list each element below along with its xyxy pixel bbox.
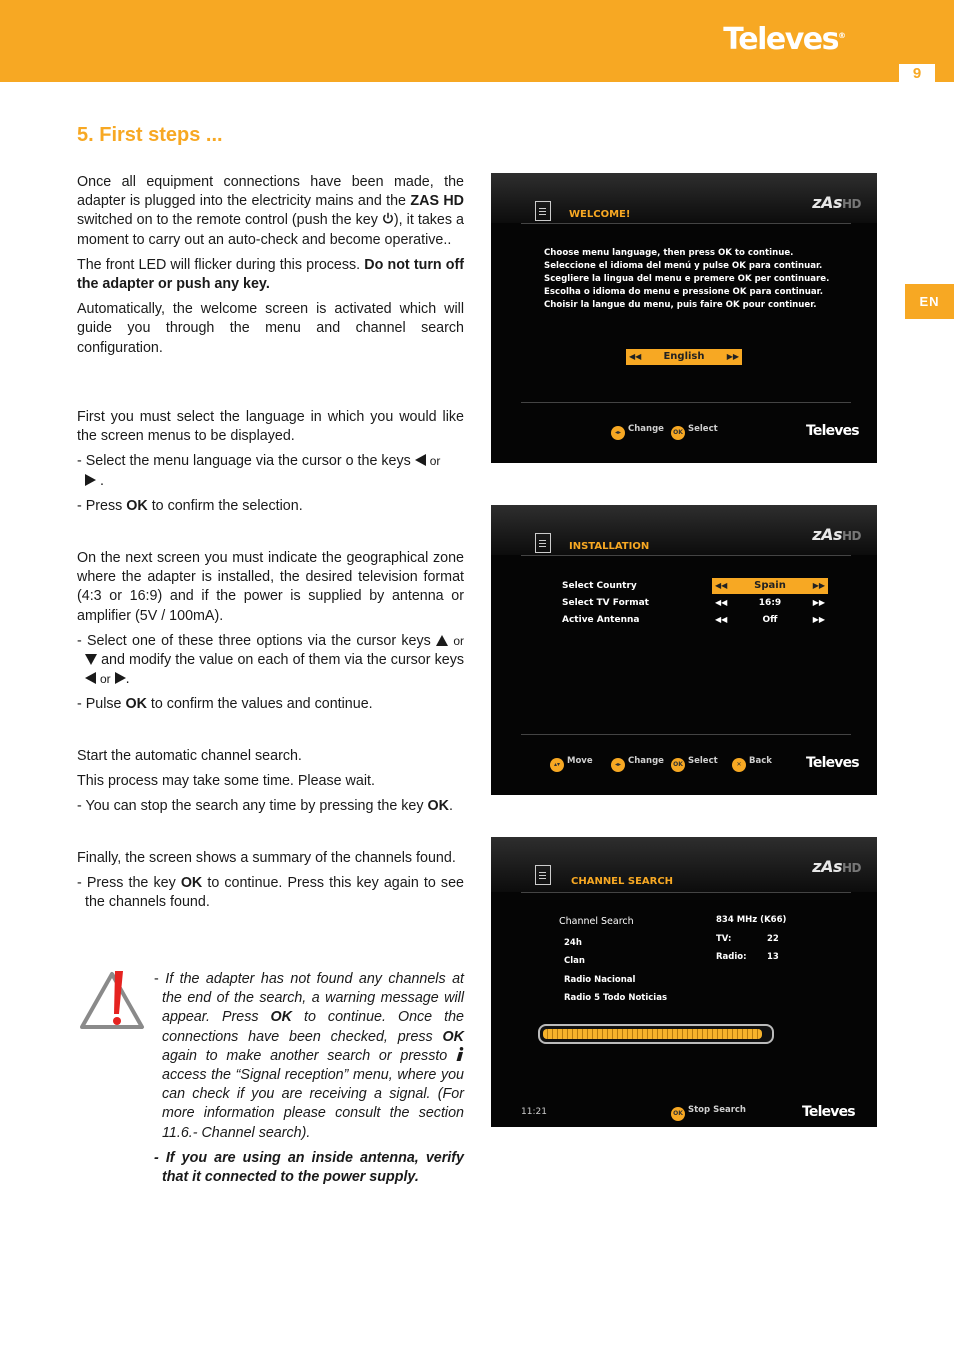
warning-icon <box>79 970 145 1030</box>
instruction-line: Choisir la langue du menu, puis faire OK pour continuer. <box>544 300 817 310</box>
instruction-line: Seleccione el idioma del menú y pulse OK para continuar. <box>544 261 823 271</box>
power-icon <box>382 212 394 225</box>
page-header <box>0 0 954 82</box>
language-value: English <box>663 351 705 362</box>
instruction-line: Scegliere la lingua del menu e premere OK per continuare. <box>544 274 830 284</box>
left-arrow-icon <box>415 454 426 466</box>
installation-step <box>77 549 464 715</box>
zas-hd-logo: zAsHD <box>812 525 861 544</box>
progress-fill <box>543 1029 762 1039</box>
tv-format-label: Select TV Format <box>562 598 649 608</box>
select-hint: OK Select <box>671 756 718 772</box>
forward-icon: ▶▶ <box>726 352 739 361</box>
tv-format-value: 16:9 <box>758 598 782 608</box>
installation-bullet-2: - Pulse OK to confirm the values and continue. <box>77 696 373 713</box>
tv-format-selector[interactable] <box>712 598 828 608</box>
search-bullet-1: - You can stop the search any time by pressing the key OK. <box>77 798 453 815</box>
zas-hd-logo: zAsHD <box>812 193 861 212</box>
change-hint: ◂▸ Change <box>611 424 664 440</box>
installation-bullet-1: - Select one of these three options via the cursor keys or and modify the value on each of them via the cursor keys or . <box>77 632 464 688</box>
language-paragraph: First you must select the language in which you would like the screen menus to be displayed. <box>77 409 464 445</box>
installation-screen <box>491 505 877 795</box>
rewind-icon: ◀◀ <box>715 615 728 624</box>
antenna-selector[interactable] <box>712 615 828 625</box>
search-step <box>77 747 464 817</box>
rewind-icon: ◀◀ <box>715 581 728 590</box>
zas-hd-logo: zAsHD <box>812 857 861 876</box>
rewind-icon: ◀◀ <box>629 352 642 361</box>
ok-button-icon: OK <box>671 758 685 772</box>
right-arrow-icon <box>85 474 96 486</box>
antenna-value: Off <box>762 615 778 625</box>
language-step <box>77 408 464 516</box>
frequency-readout: 834 MHz (K66) <box>716 915 787 925</box>
move-hint: ▴▾ Move <box>550 756 593 772</box>
radio-count: 13 <box>767 952 779 962</box>
warning-note <box>154 970 464 1187</box>
rewind-icon: ◀◀ <box>715 598 728 607</box>
info-icon <box>456 1047 464 1061</box>
section-title: 5. First steps ... <box>77 124 223 146</box>
divider <box>521 892 851 893</box>
summary-bullet-1: - Press the key OK to continue. Press this key again to see the channels found. <box>77 875 464 911</box>
intro-paragraph-3: Automatically, the welcome screen is activated which will guide you through the menu and channel search configuration. <box>77 301 464 356</box>
forward-icon: ▶▶ <box>812 598 825 607</box>
televes-logo: Televes® <box>723 22 846 57</box>
televes-screen-logo: Televes <box>806 423 859 439</box>
intro-text <box>77 173 464 358</box>
page-number: 9 <box>899 64 935 84</box>
forward-icon: ▶▶ <box>812 615 825 624</box>
language-selector[interactable] <box>626 349 742 365</box>
instruction-line: Choose menu language, then press OK to continue. <box>544 248 794 258</box>
divider <box>521 223 851 224</box>
welcome-screen <box>491 173 877 463</box>
welcome-instructions <box>544 247 829 312</box>
summary-step <box>77 849 464 913</box>
screen-heading: WELCOME! <box>569 209 631 220</box>
forward-icon: ▶▶ <box>812 581 825 590</box>
screen-heading: INSTALLATION <box>569 541 650 552</box>
stop-search-hint: OK Stop Search <box>671 1105 746 1121</box>
back-hint: ✕ Back <box>732 756 772 772</box>
left-arrow-icon <box>85 672 96 684</box>
change-hint: ◂▸ Change <box>611 756 664 772</box>
instruction-line: Escolha o idioma do menu e pressione OK para continuar. <box>544 287 823 297</box>
televes-screen-logo: Televes <box>802 1104 855 1120</box>
select-hint: OK Select <box>671 424 718 440</box>
intro-paragraph-1: Once all equipment connections have been made, the adapter is plugged into the electricity mains and the ZAS HD switched on to the remote control (push the key ), it takes a moment to carry out an auto-check and become operative.. <box>77 174 465 248</box>
warning-note-2: - If you are using an inside antenna, verify that it connected to the power supply. <box>154 1149 464 1186</box>
country-selector[interactable] <box>712 578 828 594</box>
divider <box>521 555 851 556</box>
warning-note-1: - If the adapter has not found any channels at the end of the search, a warning message will appear. Press OK to continue. Once the connections have been checked, press OK again to make another search or pressto access the “Signal reception” menu, where you can check if you are receiving a signal. (For more information please consult the section 11.6.- Channel search). <box>154 971 465 1141</box>
ok-button-icon: OK <box>671 426 685 440</box>
summary-paragraph: Finally, the screen shows a summary of the channels found. <box>77 850 456 866</box>
down-arrow-icon <box>85 654 97 665</box>
clock: 11:21 <box>521 1107 547 1117</box>
channel-item: 24h <box>564 938 582 948</box>
country-label: Select Country <box>562 581 637 591</box>
divider <box>521 734 851 735</box>
intro-paragraph-2: The front LED will flicker during this process. Do not turn off the adapter or push any key. <box>77 256 464 293</box>
ok-button-icon: OK <box>671 1107 685 1121</box>
divider <box>521 402 851 403</box>
tv-count: 22 <box>767 934 779 944</box>
country-value: Spain <box>754 580 786 591</box>
document-icon <box>535 533 551 553</box>
search-paragraph-2: This process may take some time. Please wait. <box>77 773 375 790</box>
channel-item: Radio Nacional <box>564 974 636 985</box>
antenna-label: Active Antenna <box>562 615 640 625</box>
language-bullet-2: - Press OK to confirm the selection. <box>77 497 303 514</box>
radio-count-label: Radio: <box>716 952 747 962</box>
channel-item: Clan <box>564 956 585 967</box>
search-paragraph-1: Start the automatic channel search. <box>77 748 302 764</box>
channel-item: Radio 5 Todo Noticias <box>564 992 668 1003</box>
channel-list <box>564 934 667 1007</box>
tv-count-label: TV: <box>716 934 732 944</box>
language-bullet-1: - Select the menu language via the cursor o the keys or . <box>77 453 441 489</box>
channel-list-title: Channel Search <box>559 916 634 927</box>
screen-heading: CHANNEL SEARCH <box>571 876 674 887</box>
arrows-button-icon: ▴▾ <box>550 758 564 772</box>
back-button-icon: ✕ <box>732 758 746 772</box>
arrows-button-icon: ◂▸ <box>611 758 625 772</box>
right-arrow-icon <box>115 672 126 684</box>
language-tab: EN <box>905 284 954 319</box>
channel-search-screen <box>491 837 877 1127</box>
search-progress-bar <box>538 1024 774 1044</box>
document-icon <box>535 201 551 221</box>
up-arrow-icon <box>436 635 448 646</box>
televes-screen-logo: Televes <box>806 755 859 771</box>
installation-paragraph: On the next screen you must indicate the geographical zone where the adapter is installed, the desired television format (4:3 or 16:9) and if the power is supplied by antenna or amplifier (5V / 100mA). <box>77 550 464 624</box>
document-icon <box>535 865 551 885</box>
arrows-button-icon: ◂▸ <box>611 426 625 440</box>
